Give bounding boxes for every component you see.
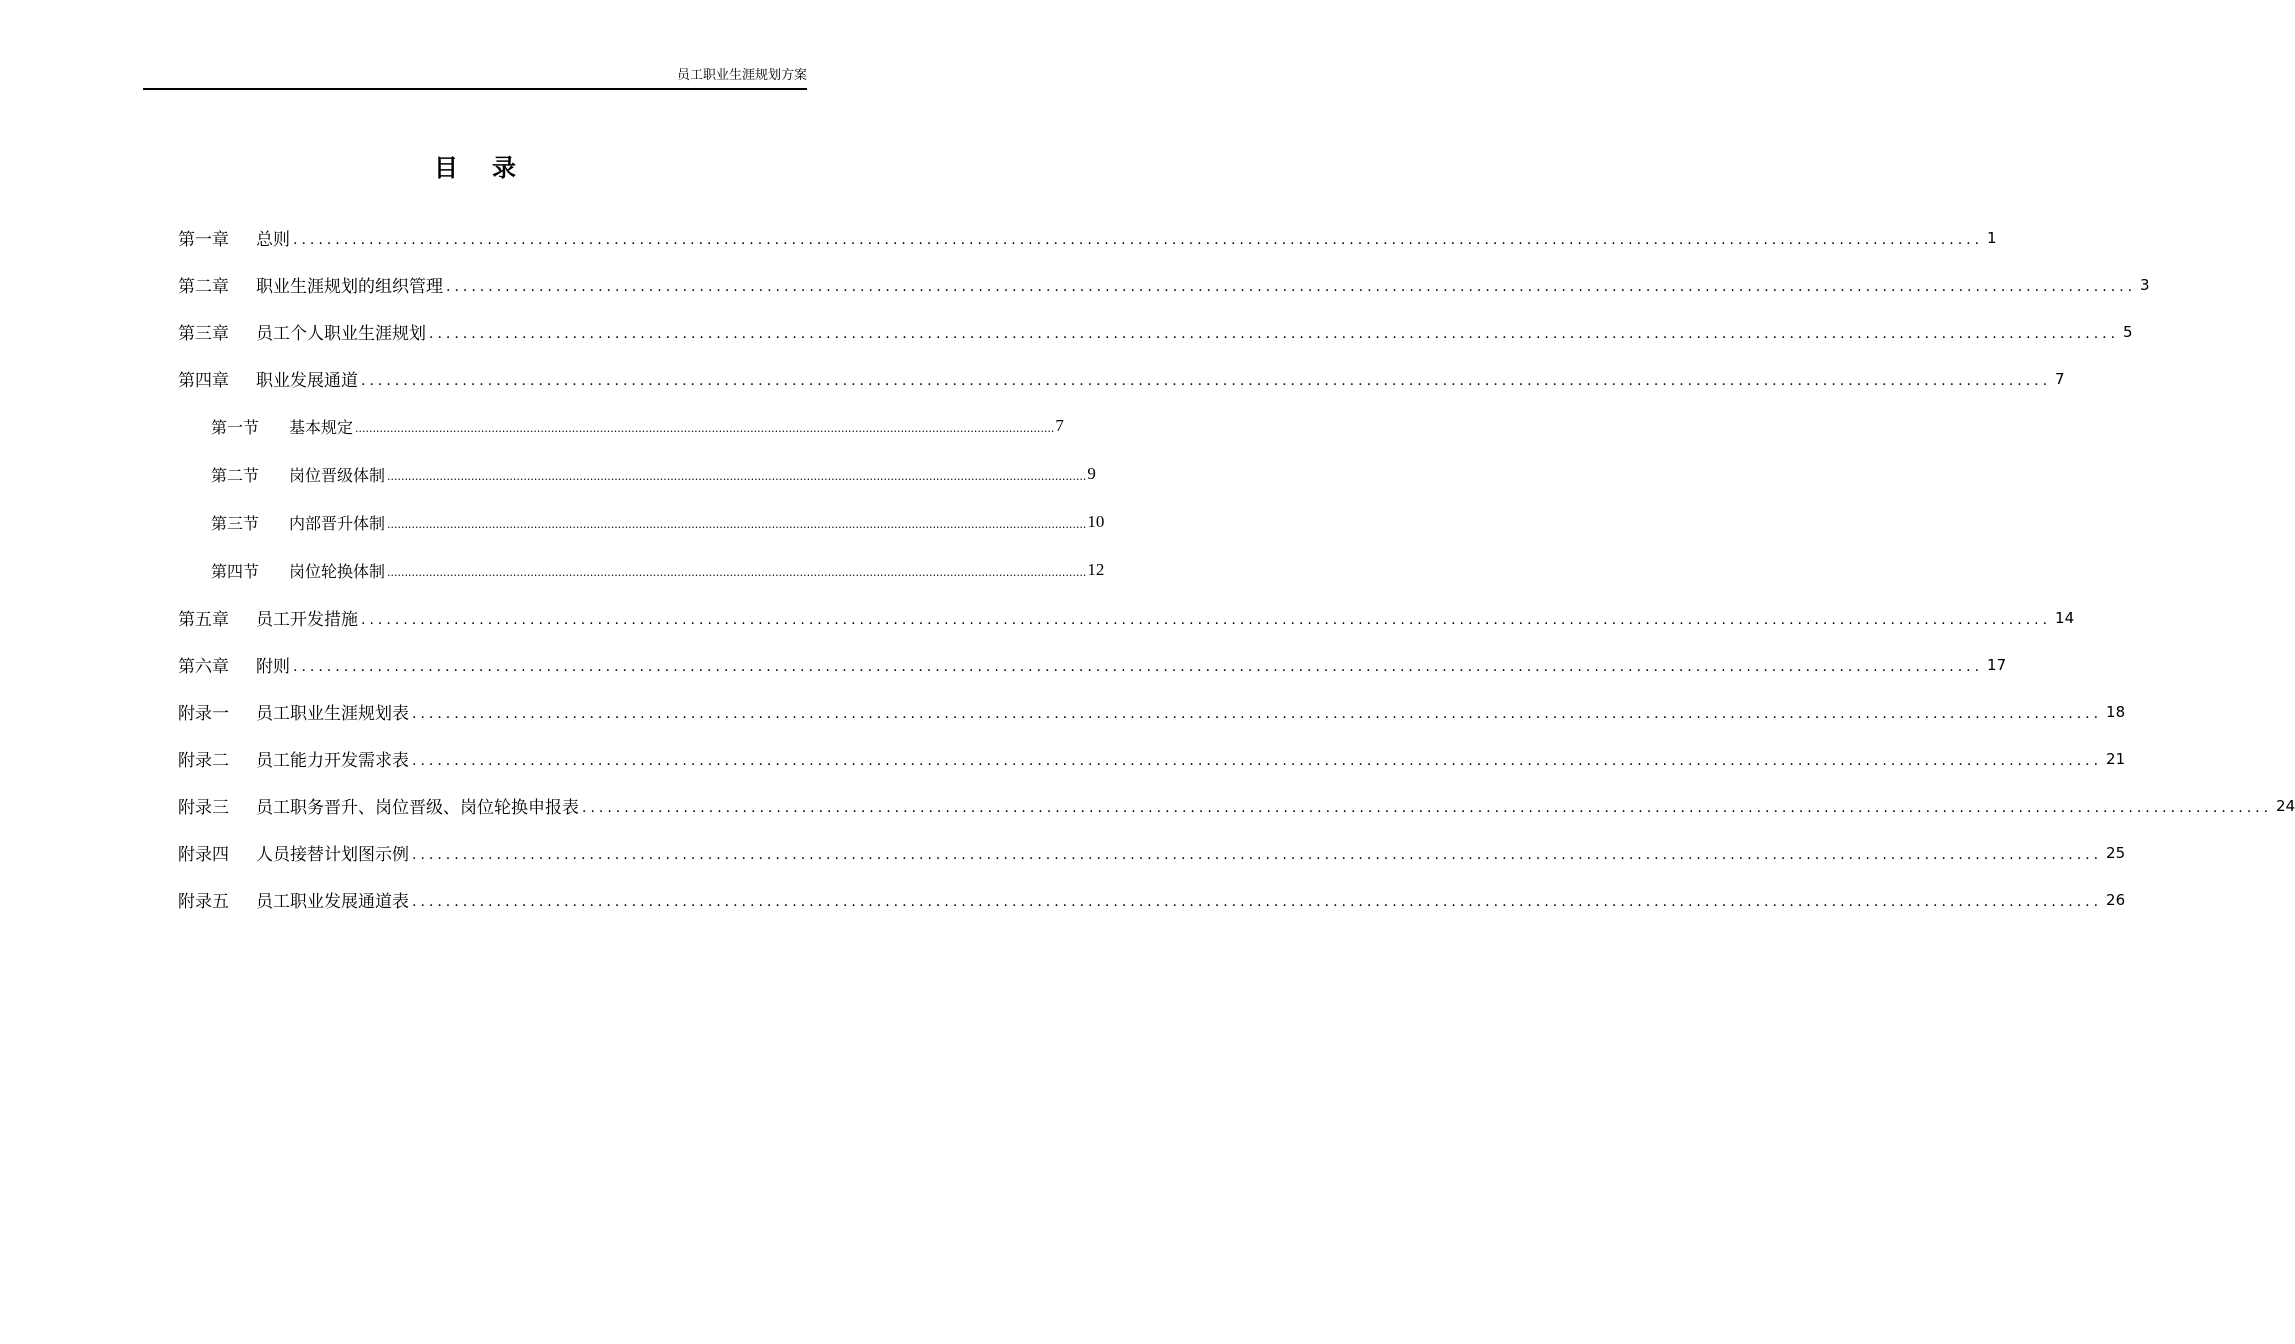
toc-entry-title: 总则	[256, 225, 292, 250]
toc-entry-title: 员工开发措施	[256, 605, 360, 630]
toc-entry-page: 10	[1087, 512, 1105, 531]
toc-entry-page: 7	[1055, 416, 1064, 435]
toc-entry-section-3[interactable]	[178, 498, 1105, 546]
toc-entry-title: 岗位晋级体制	[289, 463, 387, 486]
toc-entry-appendix-2[interactable]	[178, 735, 2126, 782]
toc-entry-number: 附录三	[178, 798, 229, 818]
toc-entry-page: 17	[1987, 655, 2007, 674]
toc-entry-title: 附则	[256, 652, 292, 677]
toc-entry-page: 7	[2055, 369, 2065, 388]
toc-entry-number: 第六章	[178, 657, 229, 677]
toc-entry-number: 第一节	[211, 417, 260, 437]
toc-dot-leader: ........................................................................................................................................................................................................	[387, 565, 1087, 579]
toc-dot-leader: ........................................................................................................................................................................................................	[361, 372, 2052, 389]
toc-entry-number: 第一章	[178, 230, 229, 250]
toc-entry-title: 员工能力开发需求表	[256, 746, 411, 771]
toc-entry-number: 第四章	[178, 371, 229, 391]
toc-dot-leader: ........................................................................................................................................................................................................	[361, 611, 2052, 628]
toc-entry-page: 24	[2276, 796, 2295, 815]
toc-dot-leader: ........................................................................................................................................................................................................	[355, 421, 1055, 435]
toc-entry-chapter-6[interactable]	[178, 641, 2007, 688]
header-title: 员工职业生涯规划方案	[676, 68, 807, 83]
table-of-contents	[178, 214, 2295, 923]
toc-entry-title: 员工职业生涯规划表	[256, 699, 411, 724]
toc-entry-title: 基本规定	[289, 415, 355, 438]
toc-dot-leader: ........................................................................................................................................................................................................	[412, 752, 2103, 769]
toc-entry-page: 12	[1087, 560, 1105, 579]
toc-entry-title: 内部晋升体制	[289, 511, 387, 534]
toc-entry-chapter-5[interactable]	[178, 594, 2075, 641]
toc-entry-title: 员工职务晋升、岗位晋级、岗位轮换申报表	[256, 793, 581, 818]
toc-dot-leader: ........................................................................................................................................................................................................	[293, 231, 1984, 248]
toc-dot-leader: ........................................................................................................................................................................................................	[446, 278, 2137, 295]
toc-entry-title: 员工个人职业生涯规划	[256, 319, 428, 344]
toc-entry-number: 第二章	[178, 277, 229, 297]
toc-entry-number: 第三章	[178, 324, 229, 344]
toc-entry-page: 14	[2055, 608, 2075, 627]
toc-title: 目录	[434, 154, 550, 182]
toc-entry-page: 3	[2140, 275, 2150, 294]
toc-entry-chapter-4[interactable]	[178, 355, 2065, 402]
toc-entry-chapter-1[interactable]	[178, 214, 1997, 261]
toc-entry-number: 第三节	[211, 513, 260, 533]
toc-entry-page: 18	[2106, 702, 2126, 721]
toc-entry-number: 附录一	[178, 704, 229, 724]
toc-entry-title: 员工职业发展通道表	[256, 887, 411, 912]
toc-dot-leader: ........................................................................................................................................................................................................	[582, 799, 2273, 816]
toc-dot-leader: ........................................................................................................................................................................................................	[293, 658, 1984, 675]
toc-entry-chapter-3[interactable]	[178, 308, 2133, 355]
toc-dot-leader: ........................................................................................................................................................................................................	[429, 325, 2120, 342]
toc-dot-leader: ........................................................................................................................................................................................................	[387, 517, 1087, 531]
toc-entry-appendix-1[interactable]	[178, 688, 2126, 735]
toc-entry-number: 第二节	[211, 465, 260, 485]
toc-entry-number: 附录四	[178, 845, 229, 865]
toc-entry-number: 附录五	[178, 892, 229, 912]
toc-entry-title: 人员接替计划图示例	[256, 840, 411, 865]
toc-dot-leader: ........................................................................................................................................................................................................	[412, 846, 2103, 863]
toc-entry-page: 21	[2106, 749, 2126, 768]
toc-entry-number: 第四节	[211, 561, 260, 581]
toc-entry-number: 第五章	[178, 610, 229, 630]
toc-dot-leader: ........................................................................................................................................................................................................	[387, 469, 1087, 483]
toc-entry-page: 5	[2123, 322, 2133, 341]
toc-entry-title: 职业发展通道	[256, 366, 360, 391]
toc-entry-page: 1	[1987, 228, 1997, 247]
toc-dot-leader: ........................................................................................................................................................................................................	[412, 705, 2103, 722]
page-header	[143, 64, 807, 90]
toc-entry-title: 岗位轮换体制	[289, 559, 387, 582]
toc-entry-appendix-5[interactable]	[178, 876, 2126, 923]
toc-entry-page: 9	[1087, 464, 1096, 483]
toc-entry-number: 附录二	[178, 751, 229, 771]
toc-entry-section-4[interactable]	[178, 546, 1105, 594]
toc-entry-appendix-3[interactable]	[178, 782, 2295, 829]
toc-entry-section-2[interactable]	[178, 450, 1096, 498]
toc-entry-appendix-4[interactable]	[178, 829, 2126, 876]
toc-entry-page: 26	[2106, 890, 2126, 909]
toc-dot-leader: ........................................................................................................................................................................................................	[412, 893, 2103, 910]
toc-entry-chapter-2[interactable]	[178, 261, 2150, 308]
toc-entry-title: 职业生涯规划的组织管理	[256, 272, 445, 297]
toc-entry-section-1[interactable]	[178, 402, 1064, 450]
toc-entry-page: 25	[2106, 843, 2126, 862]
